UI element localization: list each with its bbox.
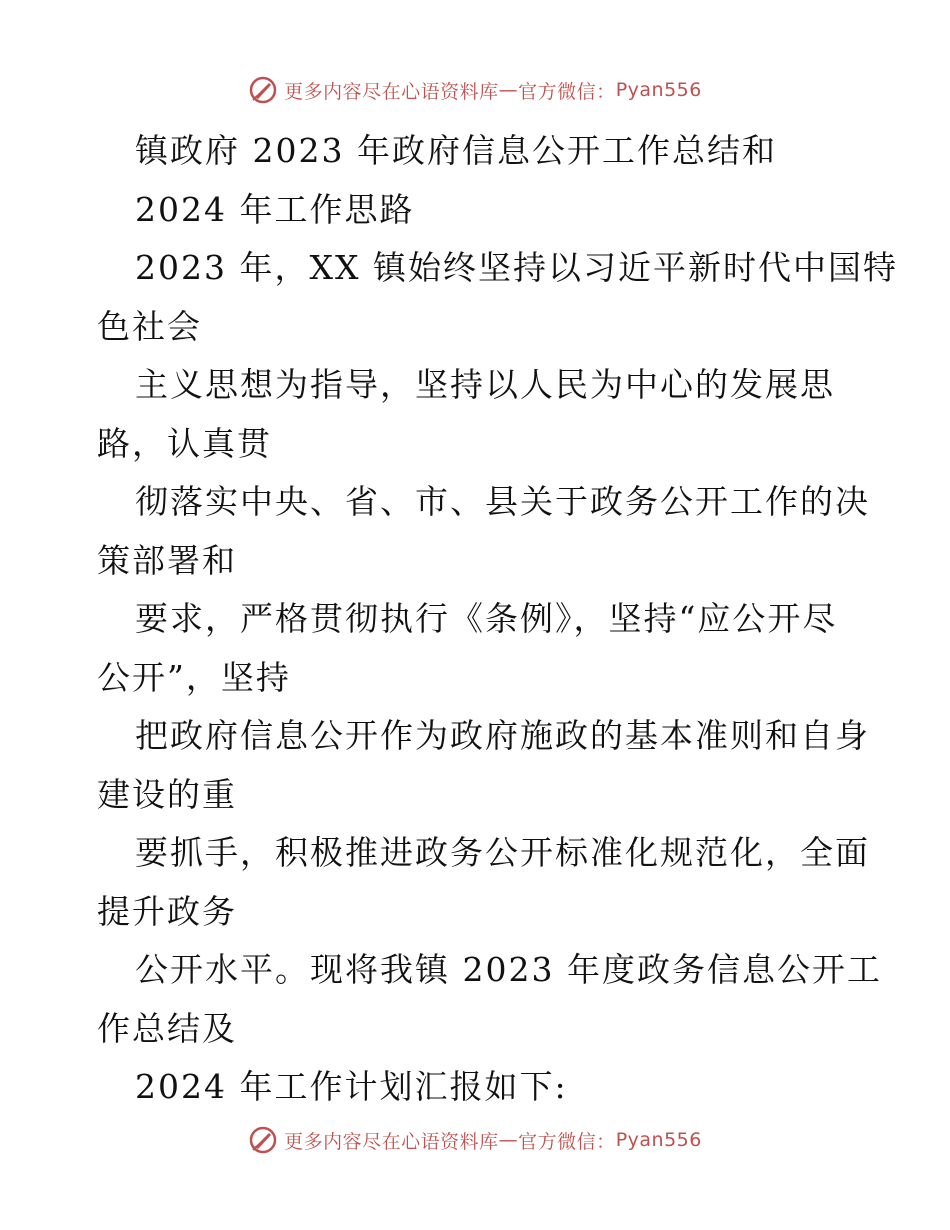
quill-circle-icon xyxy=(248,1125,278,1155)
banner-text: 更多内容尽在心语资料库 xyxy=(284,80,499,103)
document-line: 建设的重 xyxy=(97,774,237,814)
document-line: 策部署和 xyxy=(97,540,237,580)
document-line: 公开”，坚持 xyxy=(97,657,291,697)
header-watermark-banner xyxy=(0,70,950,110)
document-line: 公开水平。现将我镇 2023 年度政务信息公开工 xyxy=(135,950,882,989)
document-line: 镇政府 2023 年政府信息公开工作总结和 xyxy=(135,131,777,170)
banner-official-label: 官方微信： xyxy=(518,1130,616,1153)
document-line: 色社会 xyxy=(97,306,202,346)
banner-official-label: 官方微信： xyxy=(518,80,616,103)
document-line: 2024 年工作思路 xyxy=(135,189,415,229)
document-line: 路，认真贯 xyxy=(97,423,272,463)
document-line: 2024 年工作计划汇报如下: xyxy=(135,1067,568,1106)
document-line: 要求，严格贯彻执行《条例》，坚持“应公开尽 xyxy=(135,599,838,638)
banner-account: Pyan556 xyxy=(615,79,702,101)
footer-watermark-banner xyxy=(0,1120,950,1160)
banner-separator: — xyxy=(498,1129,519,1151)
banner-account: Pyan556 xyxy=(615,1129,702,1151)
document-line: 作总结及 xyxy=(97,1008,237,1048)
document-line: 主义思想为指导，坚持以人民为中心的发展思 xyxy=(135,365,835,404)
document-line: 把政府信息公开作为政府施政的基本准则和自身 xyxy=(135,716,870,755)
document-line: 提升政务 xyxy=(97,891,237,931)
document-line: 要抓手，积极推进政务公开标准化规范化，全面 xyxy=(135,833,870,872)
document-line: 2023 年，XX 镇始终坚持以习近平新时代中国特 xyxy=(135,248,898,287)
banner-separator: — xyxy=(498,79,519,101)
banner-text: 更多内容尽在心语资料库 xyxy=(284,1130,499,1153)
document-line: 彻落实中央、省、市、县关于政务公开工作的决 xyxy=(135,482,870,521)
quill-circle-icon xyxy=(248,75,278,105)
document-body xyxy=(97,122,898,1117)
